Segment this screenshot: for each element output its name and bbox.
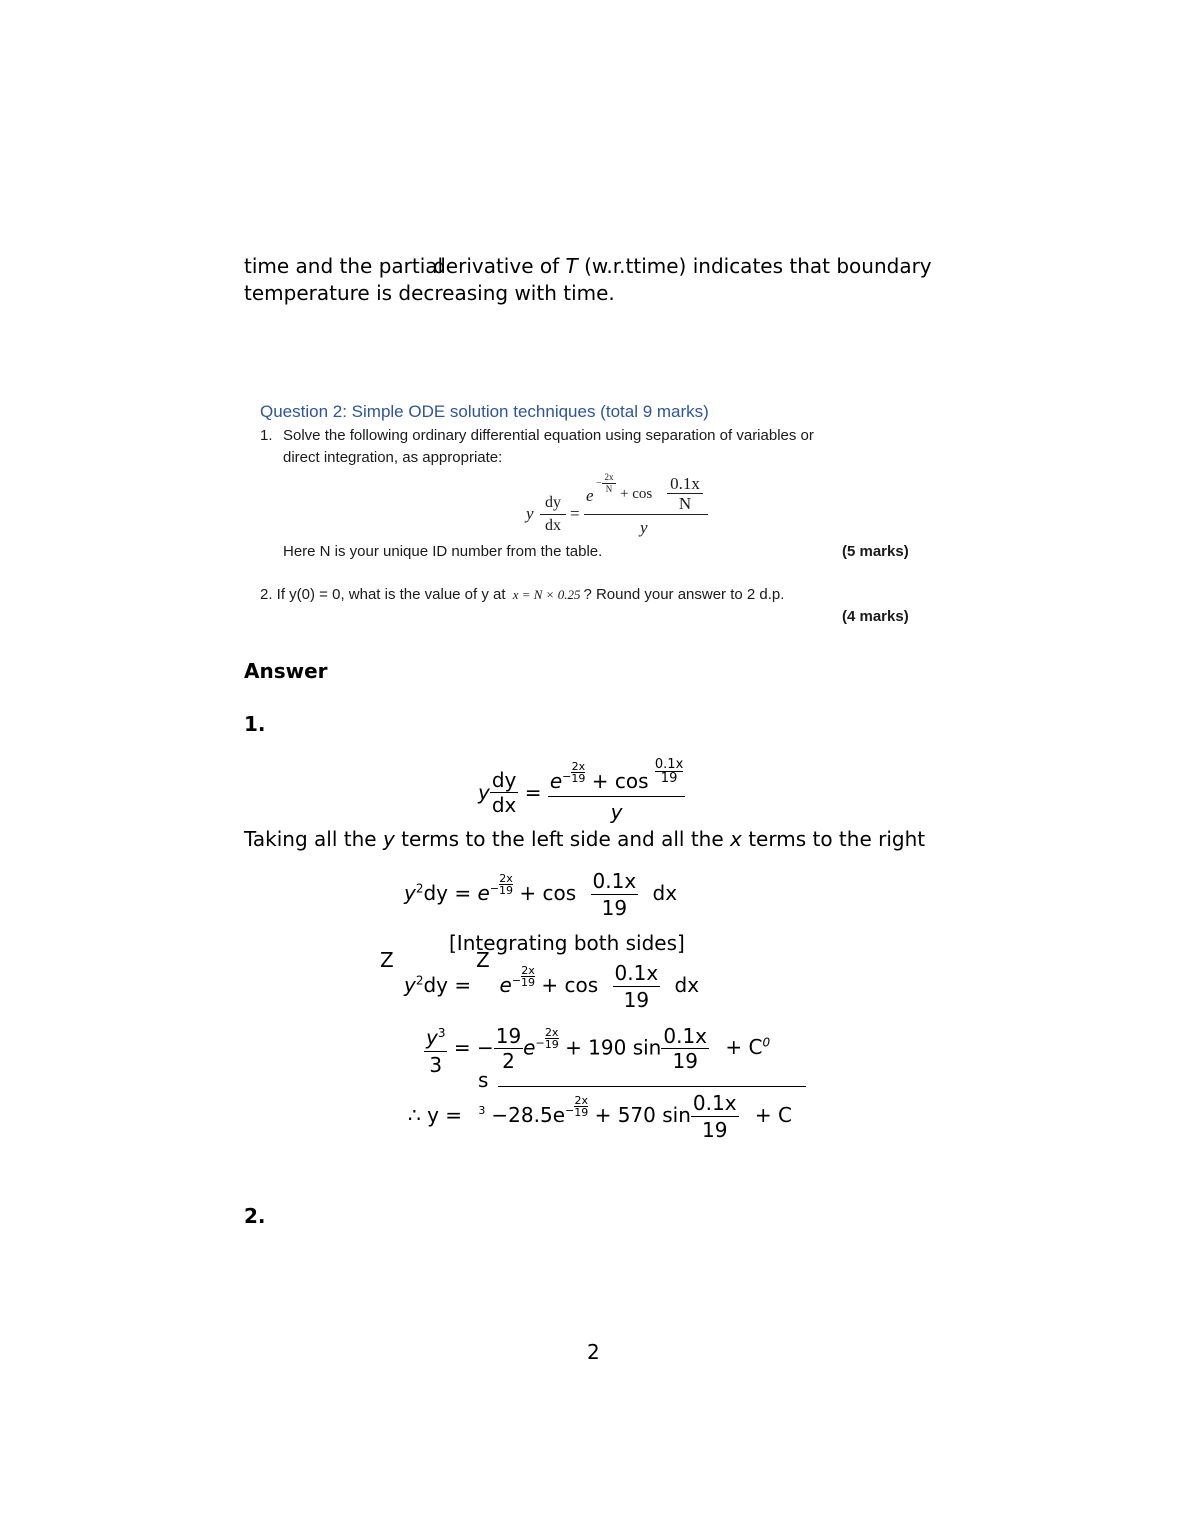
integral-sign-right: Z xyxy=(476,948,490,972)
radical-bar xyxy=(498,1086,806,1087)
radical-fragment: s xyxy=(478,1068,489,1092)
question-item-1-line-2: direct integration, as appropriate: xyxy=(283,449,503,466)
answer-heading: Answer xyxy=(244,659,328,683)
page-number: 2 xyxy=(587,1340,600,1364)
equation-1: y $\frac{dy}{dx}$ = e− $\frac{2x}{19}$ + cos $\frac{0.1x}{19}$ y xyxy=(478,758,685,827)
answer-part-2-label: 2. xyxy=(244,1204,266,1228)
question-note: Here N is your unique ID number from the table. xyxy=(283,543,603,560)
equation-5: ∴ y = $^3$ −28.5e− $\frac{2x}{19}$ + 570 sin $\frac{0.1x}{19}$ + C xyxy=(408,1091,792,1142)
equation-4: $\frac{y^3}{3}$ = − $\frac{19}{2}$ e− $\frac{2x}{19}$ + 190 sin $\frac{0.1x}{19}$ + $C^0$ xyxy=(426,1024,771,1077)
intro-line-1: time and the partialderivative of T (w.r.ttime) indicates that boundary xyxy=(244,254,932,278)
integral-sign-left: Z xyxy=(380,948,394,972)
question-item-1-line-1: Solve the following ordinary differential equation using separation of variables or xyxy=(283,427,814,444)
answer-part-1-label: 1. xyxy=(244,712,266,736)
question-marks-1: (5 marks) xyxy=(842,543,909,560)
question-item-2: 2. If y(0) = 0, what is the value of y at x = N × 0.25 ? Round your answer to 2 d.p. xyxy=(260,586,785,603)
question-title: Question 2: Simple ODE solution techniques (total 9 marks) xyxy=(260,402,709,421)
question-item-1-number: 1. xyxy=(260,427,273,444)
integrating-note: [Integrating both sides] xyxy=(449,931,685,955)
question-equation: y dy dx = e − 2x N + cos 0.1x N y xyxy=(524,476,724,538)
equation-2: $y^2dy = e^-$ $\frac{2x}{19}$ + cos $\frac{0.1x}{19}$ dx xyxy=(404,869,678,920)
intro-line-2: temperature is decreasing with time. xyxy=(244,281,615,305)
question-marks-2: (4 marks) xyxy=(842,608,909,625)
equation-3: $y^2dy = e^-$ $\frac{2x}{19}$ + cos $\frac{0.1x}{19}$ dx xyxy=(404,961,700,1012)
separation-sentence: Taking all the y terms to the left side and all the x terms to the right xyxy=(244,827,926,851)
